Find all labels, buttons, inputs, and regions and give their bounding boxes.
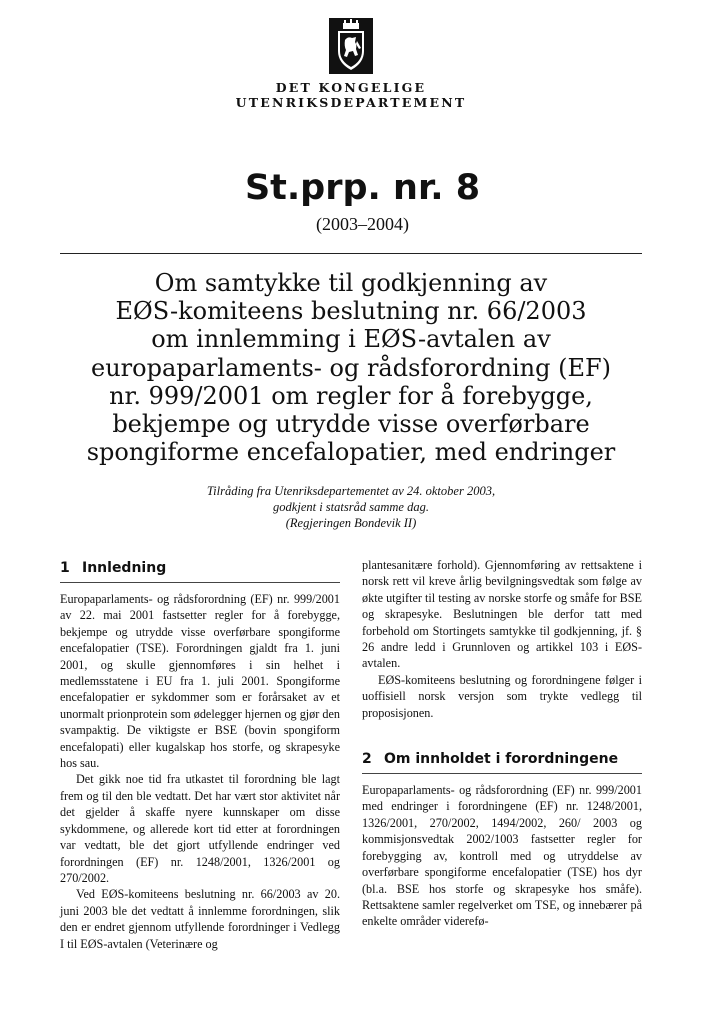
title-line: europaparlaments- og rådsforordning (EF)	[91, 353, 611, 382]
submission-line: Tilråding fra Utenriksdepartementet av 24. oktober 2003,	[206, 484, 496, 498]
paragraph: Europaparlaments- og rådsforordning (EF) nr. 999/2001 med endringer i forordningene (EF) nr. 1248/2001, 1326/2001, 270/2002, 1494/2002, 260/ 2003 og kommisjonsvedtak 2002/1003 fastsetter regler for forebygging av, kontroll med og utryddelse av overførbare spongiforme encefalopatier (TSE) hos dyr (bl.a. BSE hos storfe og skrapesyke hos småfe). Rettsaktene samler regelverket om TSE, og innebærer på enkelte områder viderefø-	[362, 783, 642, 929]
title-line: om innlemming i EØS-avtalen av	[151, 325, 551, 354]
title-line: spongiforme encefalopatier, med endringer	[86, 438, 616, 467]
title-line: bekjempe og utrydde visse overførbare	[112, 410, 590, 439]
norwegian-coat-of-arms-icon	[329, 18, 373, 74]
paragraph: EØS-komiteens beslutning og forordningene følger i uoffisiell norsk versjon som trykte vedlegg til proposisjonen.	[362, 672, 642, 720]
left-column	[60, 558, 340, 952]
section-number: 1	[60, 560, 70, 576]
title-line: EØS-komiteens beslutning nr. 66/2003	[115, 297, 587, 326]
section-heading-2	[362, 749, 642, 774]
paragraph: Ved EØS-komiteens beslutning nr. 66/2003 av 20. juni 2003 ble det vedtatt å innlemme forordningen, slik den er endret gjennom utfyllende forordninger i Vedlegg I til EØS-avtalen (Veterinære og	[60, 887, 340, 951]
section-title: Om innholdet i forordningene	[384, 751, 619, 768]
ministry-name-line2: UTENRIKSDEPARTEMENT	[235, 95, 467, 110]
right-column	[362, 557, 642, 930]
paragraph: Europaparlaments- og rådsforordning (EF) nr. 999/2001 av 22. mai 2001 fastsetter regler for å forebygge, bekjempe og utrydde visse overførbare spongiforme encefalopatier (TSE). Forordningen gjaldt fra 1. juni 2001, og skulle gjennomføres i sin helhet i medlemsstatene i EU fra 1. juli 2001. Spongiforme encefalopatier er sykdommer som er forårsaket av et unormalt prionprotein som ødelegger hjernen og gjør den svampaktig. De viktigste er BSE (bovin spongiform encefalopati) eller kugalskap hos storfe, og skrapesyke hos sau.	[60, 592, 340, 771]
section-heading-1	[60, 558, 340, 583]
divider	[60, 253, 642, 254]
submission-line: godkjent i statsråd samme dag.	[273, 500, 429, 514]
paragraph: plantesanitære forhold). Gjennomføring av rettsaktene i norsk rett vil kreve årlig bevilgningsvedtak som følge av økte utgifter til testing av norske storfe og småfe for BSE og skrapesyke. Beslutningen ble derfor tatt med forbehold om Stortingets samtykke til godkjenning, jf. § 26 andre ledd i Grunnloven og artikkel 103 i EØS-avtalen.	[362, 558, 642, 671]
proposition-session: (2003–2004)	[316, 214, 409, 234]
section-title: Innledning	[82, 560, 167, 576]
submission-note	[150, 483, 552, 531]
proposition-number: St.prp. nr. 8	[244, 168, 481, 208]
title-line: nr. 999/2001 om regler for å forebygge,	[109, 381, 593, 410]
document-title	[60, 269, 642, 466]
submission-line: (Regjeringen Bondevik II)	[285, 516, 417, 530]
ministry-name-line1: DET KONGELIGE	[275, 80, 427, 95]
title-line: Om samtykke til godkjenning av	[154, 269, 548, 297]
paragraph: Det gikk noe tid fra utkastet til forordning ble lagt frem og til den ble vedtatt. Det har vært stor aktivitet når det gjelder å skaffe nyere kunnskaper om disse sykdommene, og allerede kort tid etter at forordningen var vedtatt, ble det gjort utfyllende endringer ved forordningen (EF) nr. 1248/2001, 1326/2001 og 270/2002.	[60, 772, 340, 885]
section-number: 2	[362, 751, 372, 768]
